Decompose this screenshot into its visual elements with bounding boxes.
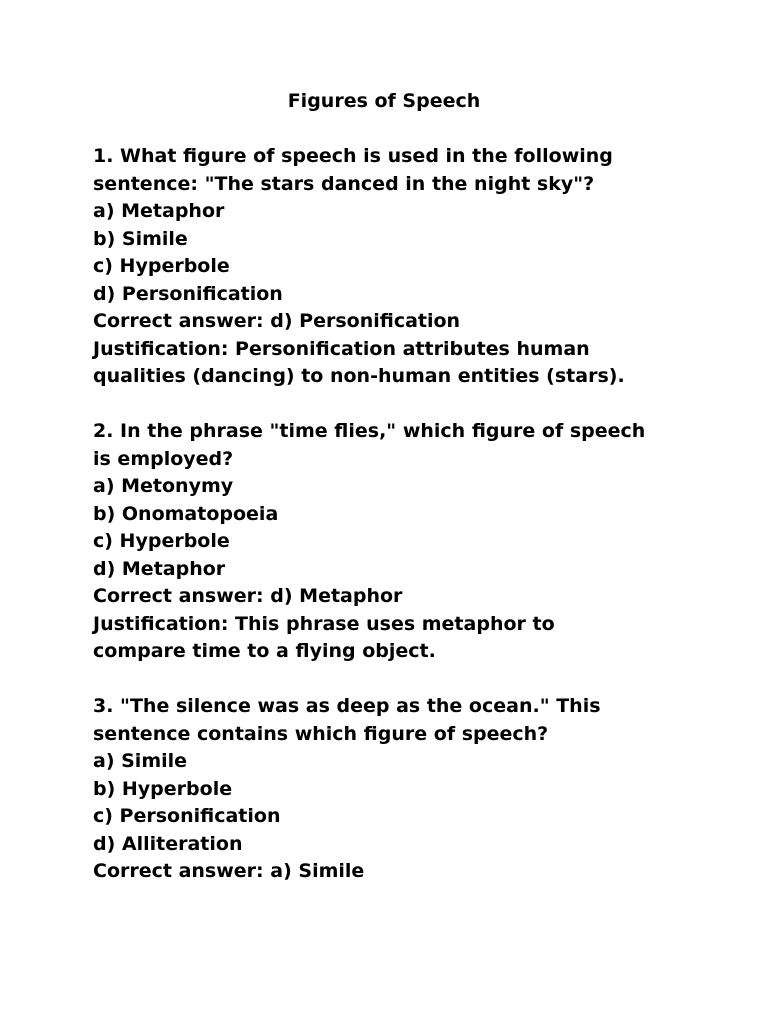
justification-line: Justification: Personification attributes human [93, 337, 590, 360]
answer-option-c: c) Personification [93, 805, 281, 827]
question-prompt-line: 2. In the phrase "time flies," which figure of speech [93, 420, 646, 442]
justification-line: compare time to a flying object. [93, 640, 436, 662]
correct-answer: Correct answer: a) Simile [93, 860, 365, 882]
answer-option-d: d) Alliteration [93, 832, 243, 855]
question-prompt-line: sentence: "The stars danced in the night sky"? [93, 172, 595, 195]
question-1 [93, 143, 733, 391]
document-title: Figures of Speech [287, 90, 481, 112]
question-prompt-line: 3. "The silence was as deep as the ocean." This [93, 695, 601, 717]
question-2 [93, 418, 733, 666]
answer-option-b: b) Hyperbole [93, 777, 233, 800]
answer-option-b: b) Onomatopoeia [93, 502, 279, 525]
justification-line: qualities (dancing) to non-human entities (stars). [93, 365, 625, 387]
document-body [93, 143, 733, 913]
answer-option-c: c) Hyperbole [93, 255, 230, 277]
answer-option-d: d) Personification [93, 282, 283, 305]
answer-option-b: b) Simile [93, 227, 188, 250]
answer-option-a: a) Simile [93, 750, 188, 772]
correct-answer: Correct answer: d) Metaphor [93, 585, 403, 607]
correct-answer: Correct answer: d) Personification [93, 310, 461, 332]
question-prompt-line: 1. What figure of speech is used in the following [93, 145, 613, 167]
answer-option-a: a) Metonymy [93, 475, 234, 497]
answer-option-c: c) Hyperbole [93, 530, 230, 552]
question-prompt-line: is employed? [93, 447, 234, 470]
question-prompt-line: sentence contains which figure of speech? [93, 722, 549, 745]
justification-line: Justification: This phrase uses metaphor to [93, 612, 555, 635]
answer-option-a: a) Metaphor [93, 200, 225, 222]
question-3 [93, 693, 733, 886]
answer-option-d: d) Metaphor [93, 557, 226, 580]
